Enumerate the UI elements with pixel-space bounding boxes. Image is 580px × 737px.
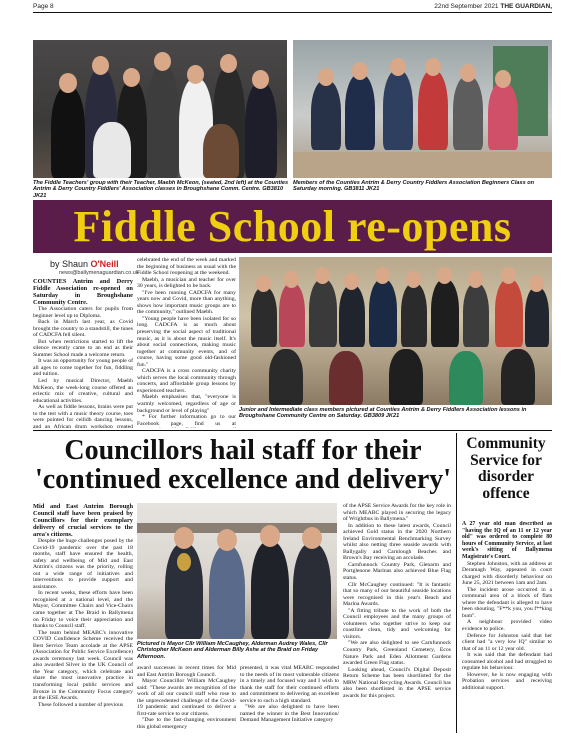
fiddle-story-col2 bbox=[137, 257, 236, 428]
sidebar-lead: A 27 year old man described as "having the IQ of an 11 or 12 year old" was ordered to complete 80 hours of Community Service, at last week's sitting of Ballymena Magistrate's Court. bbox=[462, 521, 552, 560]
page-date-masthead bbox=[434, 3, 552, 10]
story-paragraph: Led by musical Director, Maebh McKeon, the week-long course offered an eclectic mix of creative, cultural and educational activities. bbox=[33, 378, 133, 404]
council-story-col3 bbox=[240, 665, 339, 735]
story-paragraph: In addition to these latest awards, Council achieved Gold status in the 2020 Northern Ireland Environmental Benchmarking Survey whilst also netting three seaside awards with Ballygally and Carnlough Beaches and Brown's Bay receiving an accolade. bbox=[343, 522, 451, 562]
story-paragraph: Stephen Johnston, with an address at Deramagh Way, appeared in court charged with disorderly behaviour on June 25, 2021 between 1am and 2am. bbox=[462, 560, 552, 587]
story-paragraph: "We are also delighted to see Carnfunnock Country Park, Greenland Cemetery, Ecos Nature Park and Eden Allotment Gardens awarded Green Flag status. bbox=[343, 640, 451, 667]
story-paragraph: * For further information go to our Facebook page, find us at bbox=[137, 414, 236, 427]
story-paragraph: Cllr McCaughey continued: "It is fantastic that so many of our beautiful seaside locations were recognised in this year's Beach and Marina Awards. bbox=[343, 581, 451, 608]
masthead: THE GUARDIAN, bbox=[500, 3, 552, 10]
headline2-line1: Councillors hail staff for their bbox=[64, 435, 422, 466]
headline2-line2: 'continued excellence and delivery' bbox=[34, 464, 452, 496]
story-paragraph: These followed a number of previous bbox=[38, 701, 124, 708]
story-paragraph: Mayor Councillor William McCaughey said: "These awards are recognition of the work of all our council staff who rose to the unprecedented challenge of the Covid-19 pandemic and continued to deliver a first-rate service to our citizens. bbox=[137, 678, 236, 717]
mayor-councillors-photo bbox=[137, 503, 337, 639]
story-paragraph: The incident arose occurred in a communal area of a block of flats where the defendant is alleged to have been shouting, "F**k you, you f**king bum". bbox=[462, 586, 552, 619]
fiddle-story-lead: COUNTIES Antrim and Derry Fiddle Association re-opened on Saturday in Broughshane Community Centre. bbox=[33, 278, 133, 306]
story-paragraph: As well as fiddle lessons, brains were put to the test with a music theory course, toes were pointed for ceilidh dancing lessons, and an African drum workshop created bbox=[33, 404, 133, 428]
council-story-col1 bbox=[33, 503, 133, 735]
story-paragraph: The team behind MEABC's innovative COVID Confidence Scheme received the Best Service Team accolade at the APSE (Association for Public Service Excellence) awards ceremony last week. Council was also awarded Silver in the UK Council of the Year category, which celebrate and share the most innovative practice in transforming local public services and Bronze in the Community Focus category at the iESE Awards. bbox=[33, 629, 133, 702]
story-paragraph: Looking ahead, Council's Digital Deposit Return Scheme has been shortlisted for the MRW National Recycling Awards. Council has also been shortlisted in the APSE service awards for this project. bbox=[343, 666, 451, 699]
story-paragraph: award successes in recent times for Mid and East Antrim Borough Council. bbox=[137, 665, 236, 678]
byline bbox=[50, 259, 119, 269]
story-paragraph: "We are also delighted to have been named the winner in the Best Innovation/ Demand Management Initiative category bbox=[240, 704, 339, 724]
byline-name: O'Neill bbox=[90, 259, 119, 269]
story-paragraph: It was an opportunity for young people of all ages to come together for fun, fiddling and tuition. bbox=[33, 358, 133, 378]
council-story-col2 bbox=[137, 665, 236, 735]
council-photo-caption: Pictured is Mayor Cllr William McCaughey, Alderman Audrey Wales, Cllr Christopher McKeon and Alderman Billy Ashe at the Braid on Friday Afternoon. bbox=[137, 641, 328, 660]
photo2-caption: Members of the Counties Antrim & Derry Country Fiddlers Association Beginners Class on Saturday morning. GB3811 JK21 bbox=[293, 180, 535, 193]
story-paragraph: "I've been running CADCFA for many years now and Covid, more than anything, shows how important music groups are to the community," outlined Maebh. bbox=[137, 289, 236, 316]
story-paragraph: Back in March last year, as Covid brought the country to a standstill, the tunes of CADCFA fell silent. bbox=[33, 319, 133, 339]
beginners-class-photo bbox=[293, 40, 552, 178]
story-paragraph: Carnfunnock Country Park, Glenarm and Portglenone Marinas also achieved Blue Flag status. bbox=[343, 561, 451, 582]
photo1-caption: The Fiddle Teachers' group with their Teacher, Maebh McKeon, (seated, 2nd left) at the Counties Antrim & Derry Country Fiddlers' Association classes in Broughshane Comm. Centre. GB3810 JK21 bbox=[33, 180, 289, 199]
byline-prefix: by Shaun bbox=[50, 259, 91, 269]
story-paragraph: However, he is now engaging with Probation services and receiving additional support. bbox=[462, 671, 552, 691]
councillors-headline bbox=[33, 436, 453, 495]
story-paragraph: Maebh emphasises that, "everyone is warmly welcomed, regardless of age or background or level of playing" bbox=[137, 394, 236, 414]
story-paragraph: It was said that the defendant had consumed alcohol and had struggled to regulate his behaviour. bbox=[462, 652, 552, 672]
council-story-lead: Mid and East Antrim Borough Council staff have been praised by Councillors for their exemplary delivery of crucial services to the area's citizens. bbox=[33, 503, 133, 538]
story-paragraph: celebrated the end of the week and marked the beginning of business as usual with the Fiddle School reopening at the weekend. bbox=[137, 257, 236, 277]
fiddle-teachers-photo bbox=[33, 40, 287, 178]
fiddle-story-col1 bbox=[33, 278, 133, 428]
story-paragraph: In recent weeks, these efforts have been recognised at a national level, and the Mayor, Committee Chairs and Vice-Chairs came together at The Braid in Ballymena on Friday to voice their appreciation and thanks to Council staff. bbox=[33, 590, 133, 630]
story-paragraph: Defence for Johnston said that her client had "a very low IQ" similar to that of an 11 or 12 year old. bbox=[462, 632, 552, 652]
story-paragraph: The Association caters for pupils from beginner level up to Diploma. bbox=[33, 306, 133, 319]
story-paragraph: "Due to the fast-changing environment this global emergency bbox=[137, 717, 236, 730]
story-paragraph: Maebh, a musician and teacher for over 30 years, is delighted to be back. bbox=[137, 276, 236, 290]
story-paragraph: of the APSE Service Awards for the key role in which MEABC played in securing the legacy of Wrightbus in Ballymena." bbox=[343, 503, 451, 523]
photo3-caption: Junior and Intermediate class members pictured at Counties Antrim & Derry Fiddlers Association lessons in Broughshane Community Centre on Saturday. GB3809 JK21 bbox=[239, 407, 527, 420]
story-paragraph: A neighbour provided video evidence to police. bbox=[462, 619, 552, 633]
fiddle-school-banner bbox=[33, 200, 552, 253]
issue-date: 22nd September 2021 bbox=[434, 3, 499, 10]
sidebar-story bbox=[462, 521, 552, 735]
page-number: Page 8 bbox=[33, 3, 54, 10]
story-paragraph: Despite the huge challenges posed by the Covid-19 pandemic over the past 18 months, staff have ensured the health, safety and wellbeing of Mid and East Antrim's citizens was the priority, rolling out a wide range of initiatives and interventions to provide support and assistance. bbox=[33, 538, 133, 590]
council-story-col4 bbox=[343, 503, 451, 735]
story-paragraph: CADCFA is a cross community charity which serves the local community through concerts, and affordable group lessons by experienced teachers. bbox=[137, 368, 236, 394]
story-paragraph: presented, it was vital MEABC responded to the needs of its most vulnerable citizens in a timely and focused way and I wish to thank the staff for their continued efforts and commitment to delivering an excellent service to such a high standard. bbox=[240, 665, 339, 704]
story-paragraph: But when restrictions started to lift the silence recently came to an end as their Summer School made a welcome return. bbox=[33, 338, 133, 358]
story-paragraph: "A fitting tribute to the work of both the Council employees and the many groups of volunteers who together strive to keep our coastline clean, tidy and welcoming for visitors. bbox=[343, 607, 451, 640]
sidebar-headline: Community Service for disorder offence bbox=[466, 435, 546, 502]
byline-email: news@ballymenaguardian.co.uk bbox=[59, 270, 139, 276]
junior-class-photo bbox=[239, 257, 552, 405]
headline-fiddle-school: Fiddle School re-opens bbox=[73, 202, 512, 251]
story-paragraph: "Young people have been isolated for so long. CADCFA is as much about preserving the social aspect of traditional music, as it is about the music itself. It's about social connections, making music together at community events, and of course, having some good old-fashioned fun." bbox=[137, 315, 236, 368]
